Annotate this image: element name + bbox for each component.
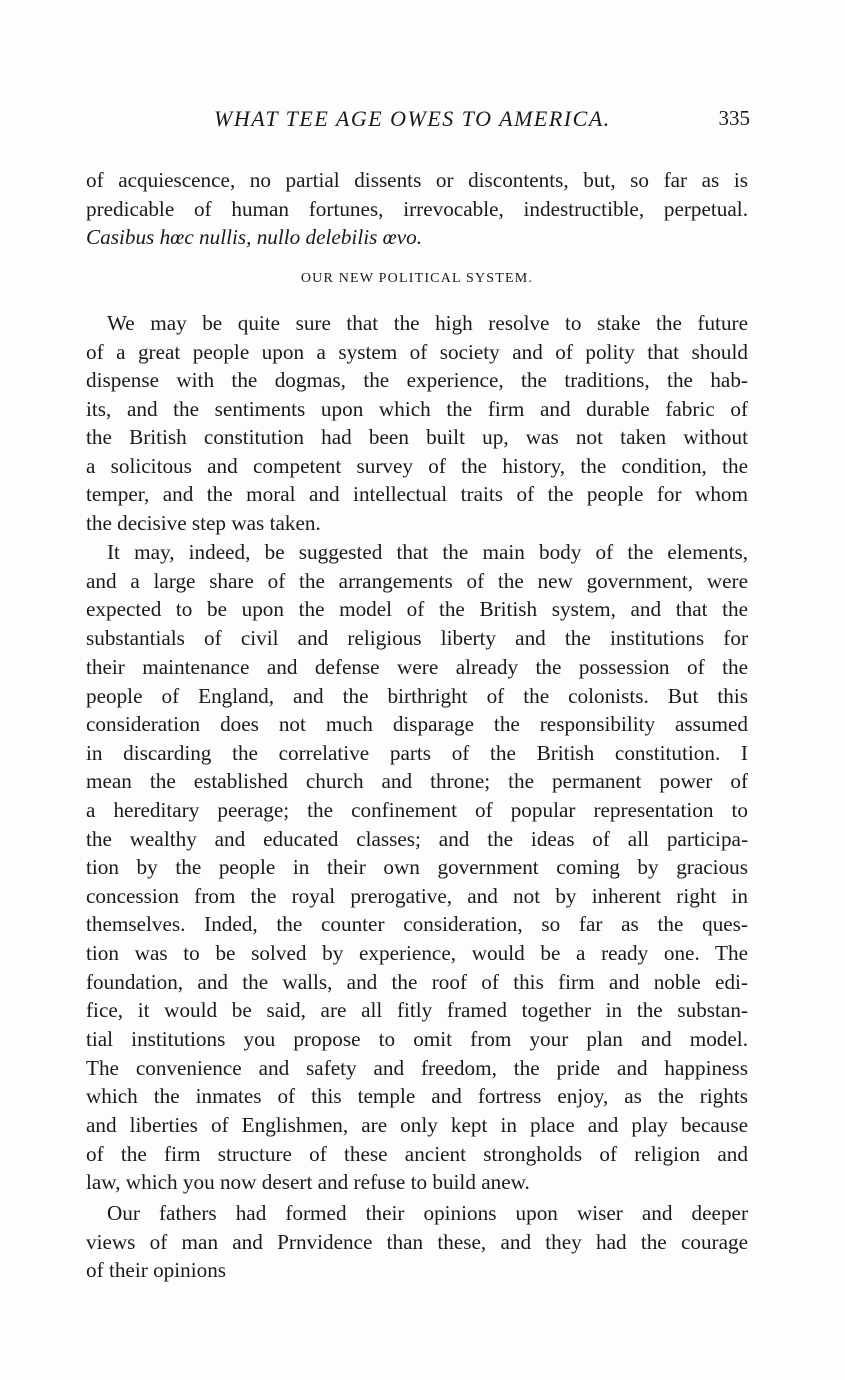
running-head: [86, 106, 750, 136]
latin-quotation: Casibus hœc nullis, nullo delebilis œvo.: [86, 225, 423, 249]
text-line: dispense with the dogmas, the experience, the traditions, the hab-: [86, 368, 748, 392]
text-line: predicable of human fortunes, irrevocable, indestructible, perpetual.: [86, 197, 748, 221]
text-line: themselves. Inded, the counter consideration, so far as the ques-: [86, 912, 748, 936]
text-line: temper, and the moral and intellectual traits of the people for whom: [86, 482, 748, 506]
text-line: their maintenance and defense were already the possession of the: [86, 655, 748, 679]
text-line: views of man and Prnvidence than these, and they had the courage: [86, 1230, 748, 1254]
text-line: expected to be upon the model of the British system, and that the: [86, 597, 748, 621]
text-line: of their opinions: [86, 1258, 227, 1282]
section-heading: OUR NEW POLITICAL SYSTEM.: [300, 271, 534, 286]
text-line: in discarding the correlative parts of the British constitution. I: [86, 741, 748, 765]
running-title: WHAT TEE AGE OWES TO AMERICA.: [214, 106, 611, 131]
text-line: the decisive step was taken.: [86, 511, 321, 535]
text-line: which the inmates of this temple and fortress enjoy, as the rights: [86, 1084, 748, 1108]
text-line: its, and the sentiments upon which the firm and durable fabric of: [86, 397, 748, 421]
text-line: tion was to be solved by experience, would be a ready one. The: [86, 941, 748, 965]
text-line: foundation, and the walls, and the roof of this firm and noble edi-: [86, 970, 748, 994]
text-line: substantials of civil and religious liberty and the institutions for: [86, 626, 748, 650]
text-line: tion by the people in their own government coming by gracious: [86, 855, 748, 879]
text-line: It may, indeed, be suggested that the main body of the elements,: [107, 540, 748, 564]
text-line: a hereditary peerage; the confinement of popular representation to: [86, 798, 748, 822]
text-line: and a large share of the arrangements of the new government, were: [86, 569, 748, 593]
text-line: the British constitution had been built up, was not taken without: [86, 425, 748, 449]
text-line: tial institutions you propose to omit from your plan and model.: [86, 1027, 748, 1051]
text-line: fice, it would be said, are all fitly framed together in the substan-: [86, 998, 748, 1022]
text-line: and liberties of Englishmen, are only kept in place and play because: [86, 1113, 748, 1137]
page-number: 335: [718, 106, 750, 130]
text-line: people of England, and the birthright of the colonists. But this: [86, 684, 748, 708]
text-line: consideration does not much disparage the responsibility assumed: [86, 712, 748, 736]
text-line: the wealthy and educated classes; and the ideas of all participa-: [86, 827, 748, 851]
text-line: a solicitous and competent survey of the history, the condition, the: [86, 454, 748, 478]
text-line: Our fathers had formed their opinions upon wiser and deeper: [107, 1201, 748, 1225]
text-line: concession from the royal prerogative, and not by inherent right in: [86, 884, 748, 908]
text-line: of acquiescence, no partial dissents or discontents, but, so far as is: [86, 168, 748, 192]
text-line: of the firm structure of these ancient strongholds of religion and: [86, 1142, 748, 1166]
text-line: The convenience and safety and freedom, the pride and happiness: [86, 1056, 748, 1080]
text-line: We may be quite sure that the high resolve to stake the future: [107, 311, 748, 335]
text-line: mean the established church and throne; the permanent power of: [86, 769, 748, 793]
text-line: of a great people upon a system of society and of polity that should: [86, 340, 748, 364]
text-line: law, which you now desert and refuse to build anew.: [86, 1170, 530, 1194]
